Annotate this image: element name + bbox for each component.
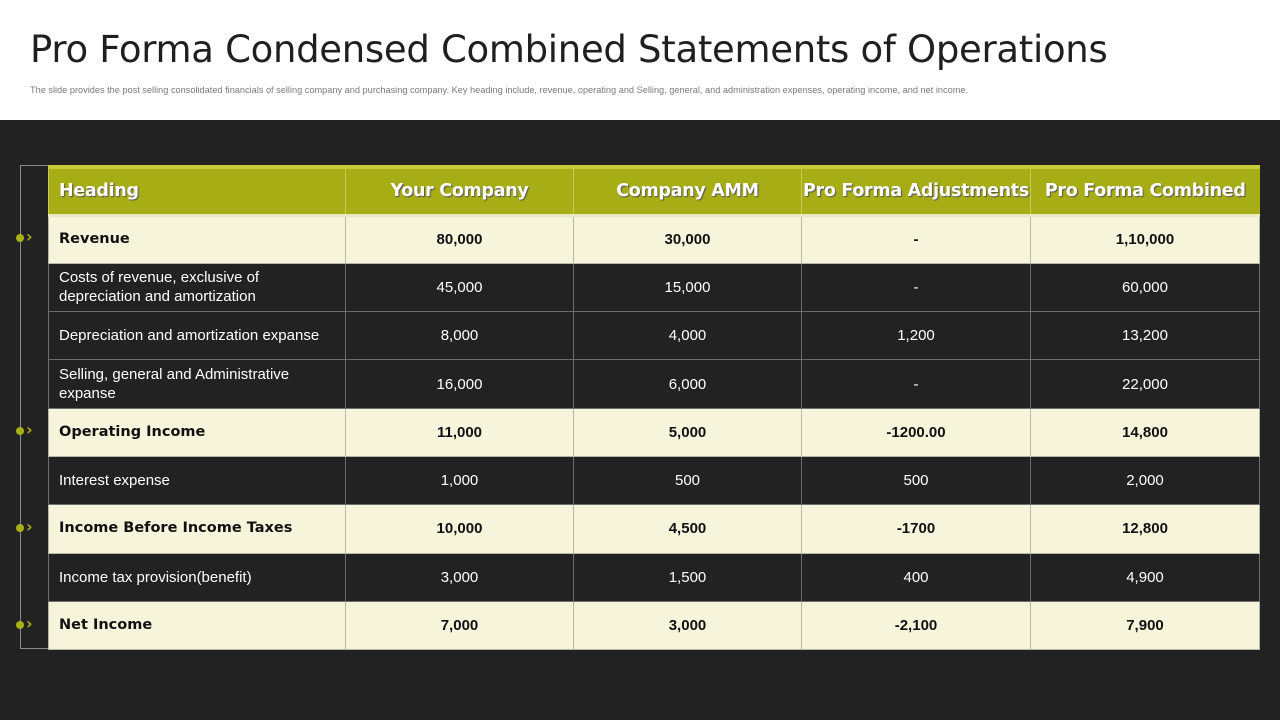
cell-value: 3,000 <box>574 601 802 649</box>
cell-value: 22,000 <box>1031 360 1260 408</box>
bracket-bottom-line <box>20 648 50 649</box>
cell-value: 5,000 <box>574 408 802 456</box>
table-row <box>49 553 1260 601</box>
cell-value: 16,000 <box>346 360 574 408</box>
financial-table <box>48 165 1260 650</box>
cell-value: 500 <box>802 456 1031 504</box>
row-label: Revenue <box>49 215 346 263</box>
table-row <box>49 360 1260 408</box>
row-label: Income tax provision(benefit) <box>49 553 346 601</box>
cell-value: 11,000 <box>346 408 574 456</box>
cell-value: 4,900 <box>1031 553 1260 601</box>
bracket-top-line <box>20 165 50 166</box>
cell-value: 4,000 <box>574 312 802 360</box>
cell-value: 8,000 <box>346 312 574 360</box>
cell-value: 14,800 <box>1031 408 1260 456</box>
table-row <box>49 505 1260 553</box>
row-label: Selling, general and Administrative expanse <box>49 360 346 408</box>
cell-value: 7,000 <box>346 601 574 649</box>
page-title: Pro Forma Condensed Combined Statements of Operations <box>30 28 1108 71</box>
dot-chevron-icon: › <box>14 619 40 631</box>
header-company-amm: Company AMM <box>574 167 802 215</box>
dot-chevron-icon: › <box>14 232 40 244</box>
cell-value: -2,100 <box>802 601 1031 649</box>
page-subtitle: The slide provides the post selling consolidated financials of selling company and purchasing company. Key heading include, revenue, operating and Selling, general, and administration expenses, operating income, and net income. <box>30 85 969 95</box>
cell-value: 30,000 <box>574 215 802 263</box>
cell-value: 6,000 <box>574 360 802 408</box>
cell-value: 15,000 <box>574 263 802 311</box>
row-label: Depreciation and amortization expanse <box>49 312 346 360</box>
row-label: Interest expense <box>49 456 346 504</box>
cell-value: - <box>802 215 1031 263</box>
cell-value: 60,000 <box>1031 263 1260 311</box>
cell-value: 1,000 <box>346 456 574 504</box>
table-row <box>49 263 1260 311</box>
header-your-company: Your Company <box>346 167 574 215</box>
cell-value: 45,000 <box>346 263 574 311</box>
cell-value: 4,500 <box>574 505 802 553</box>
row-label: Costs of revenue, exclusive of depreciation and amortization <box>49 263 346 311</box>
header-pro-forma-adjustments: Pro Forma Adjustments <box>802 167 1031 215</box>
row-label: Operating Income <box>49 408 346 456</box>
cell-value: 1,500 <box>574 553 802 601</box>
cell-value: 12,800 <box>1031 505 1260 553</box>
cell-value: 80,000 <box>346 215 574 263</box>
table-header-row <box>49 167 1260 215</box>
dot-chevron-icon: › <box>14 425 40 437</box>
cell-value: 13,200 <box>1031 312 1260 360</box>
header-pro-forma-combined: Pro Forma Combined <box>1031 167 1260 215</box>
table-row <box>49 408 1260 456</box>
table-row <box>49 601 1260 649</box>
cell-value: 3,000 <box>346 553 574 601</box>
table-row <box>49 456 1260 504</box>
cell-value: - <box>802 263 1031 311</box>
cell-value: - <box>802 360 1031 408</box>
cell-value: 500 <box>574 456 802 504</box>
header-heading: Heading <box>49 167 346 215</box>
table-row <box>49 215 1260 263</box>
cell-value: -1200.00 <box>802 408 1031 456</box>
cell-value: 10,000 <box>346 505 574 553</box>
row-label: Income Before Income Taxes <box>49 505 346 553</box>
slide-header <box>0 0 1280 120</box>
cell-value: 1,10,000 <box>1031 215 1260 263</box>
table-row <box>49 312 1260 360</box>
cell-value: 1,200 <box>802 312 1031 360</box>
cell-value: 2,000 <box>1031 456 1260 504</box>
dot-chevron-icon: › <box>14 522 40 534</box>
cell-value: 7,900 <box>1031 601 1260 649</box>
row-label: Net Income <box>49 601 346 649</box>
cell-value: 400 <box>802 553 1031 601</box>
cell-value: -1700 <box>802 505 1031 553</box>
